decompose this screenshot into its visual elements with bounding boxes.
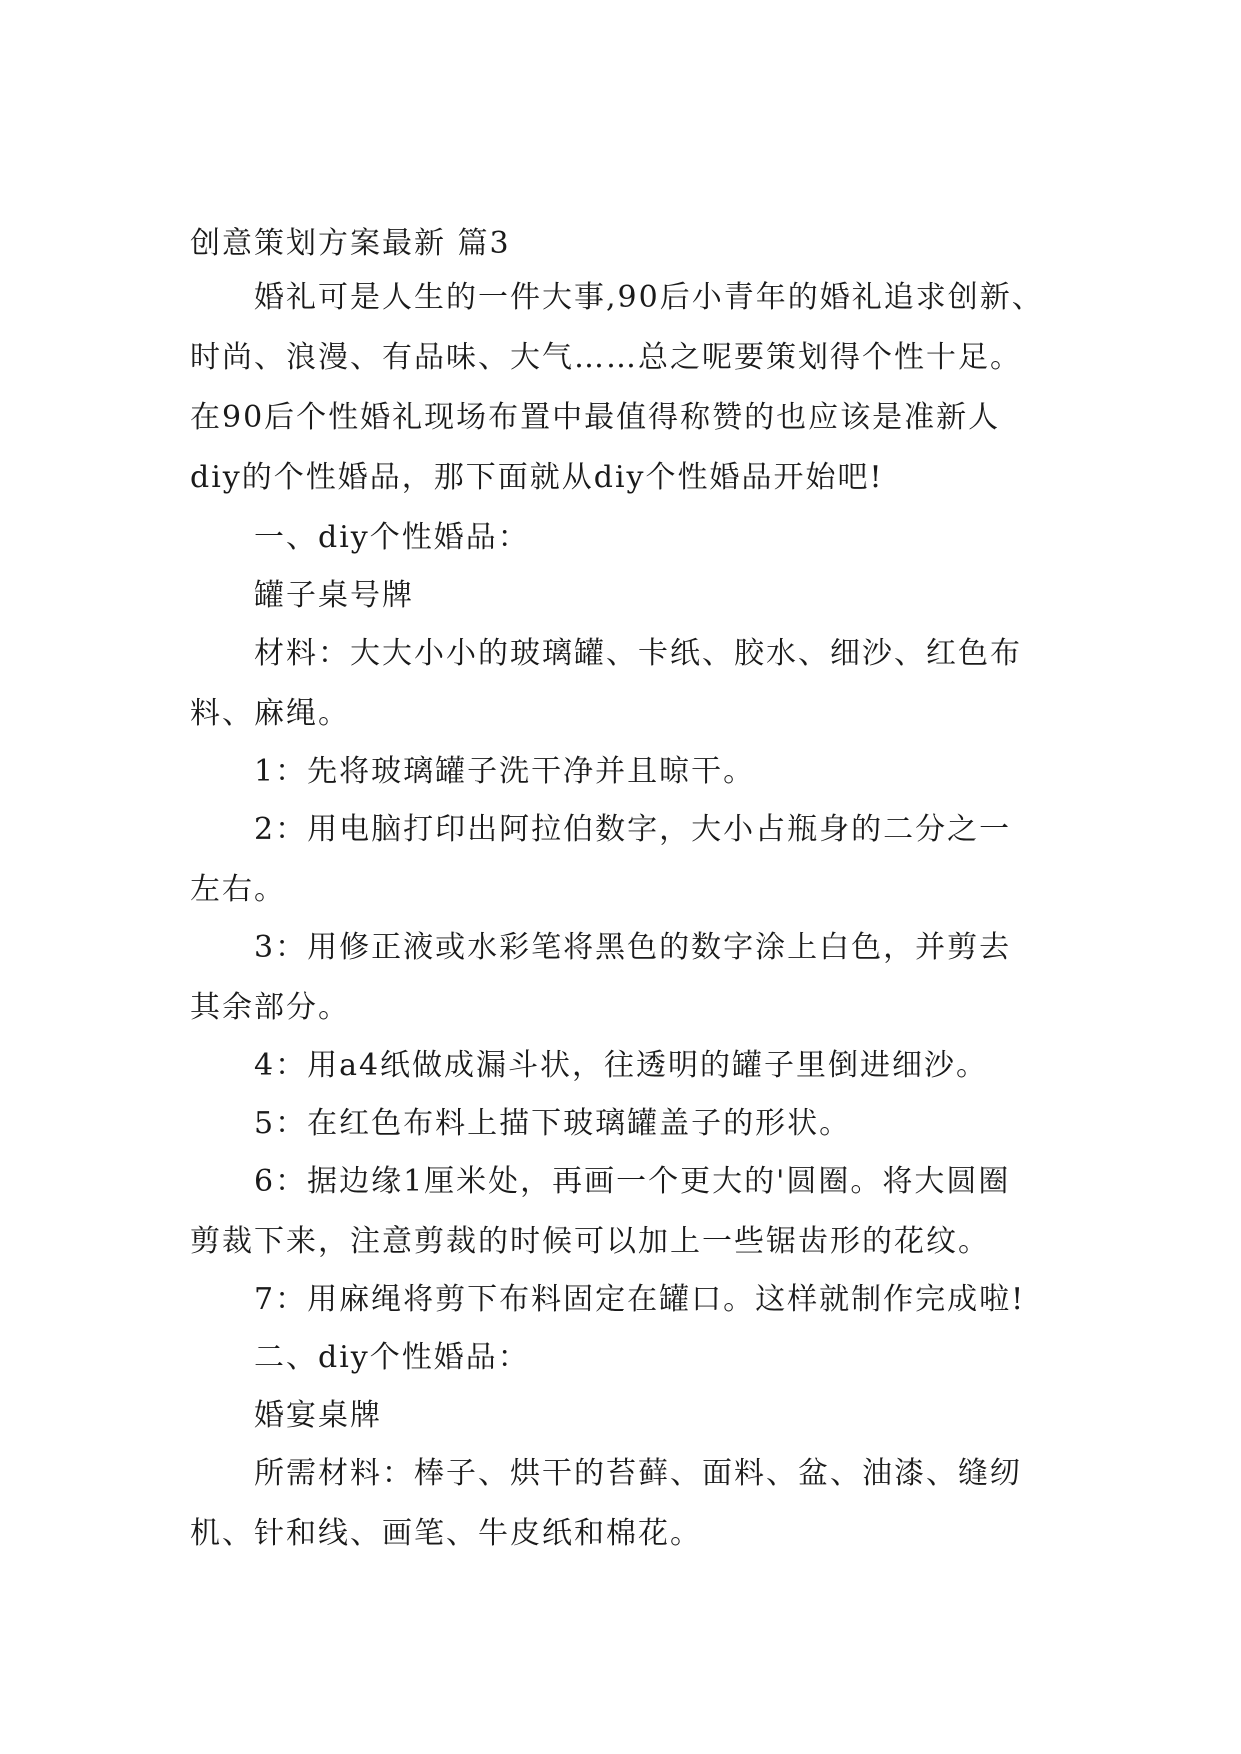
step-line: 6：据边缘1厘米处，再画一个更大的'圆圈。将大圆圈 xyxy=(254,1164,1011,1199)
step-line: 7：用麻绳将剪下布料固定在罐口。这样就制作完成啦! xyxy=(254,1282,1026,1317)
step-line: 其余部分。 xyxy=(190,990,350,1025)
paragraph-line: 在90后个性婚礼现场布置中最值得称赞的也应该是准新人 xyxy=(190,400,1001,435)
paragraph-line: diy的个性婚品，那下面就从diy个性婚品开始吧! xyxy=(190,460,884,495)
step-line: 1：先将玻璃罐子洗干净并且晾干。 xyxy=(254,754,756,789)
item-title: 婚宴桌牌 xyxy=(254,1398,382,1433)
subsection-heading: 二、diy个性婚品： xyxy=(254,1340,530,1375)
step-line: 5：在红色布料上描下玻璃罐盖子的形状。 xyxy=(254,1106,852,1141)
section-heading: 创意策划方案最新 篇3 xyxy=(190,226,511,261)
paragraph-line: 婚礼可是人生的一件大事,90后小青年的婚礼追求创新、 xyxy=(254,280,1044,315)
step-line: 左右。 xyxy=(190,872,286,907)
step-line: 4：用a4纸做成漏斗状，往透明的罐子里倒进细沙。 xyxy=(254,1048,989,1083)
subsection-heading: 一、diy个性婚品： xyxy=(254,520,530,555)
paragraph-line: 时尚、浪漫、有品味、大气……总之呢要策划得个性十足。 xyxy=(190,340,1022,375)
step-line: 3：用修正液或水彩笔将黑色的数字涂上白色，并剪去 xyxy=(254,930,1012,965)
materials-line: 所需材料：棒子、烘干的苔藓、面料、盆、油漆、缝纫 xyxy=(254,1456,1022,1491)
materials-line: 机、针和线、画笔、牛皮纸和棉花。 xyxy=(190,1516,702,1551)
step-line: 剪裁下来，注意剪裁的时候可以加上一些锯齿形的花纹。 xyxy=(190,1224,990,1259)
materials-line: 材料：大大小小的玻璃罐、卡纸、胶水、细沙、红色布 xyxy=(254,636,1022,671)
step-line: 2：用电脑打印出阿拉伯数字，大小占瓶身的二分之一 xyxy=(254,812,1012,847)
item-title: 罐子桌号牌 xyxy=(254,578,414,613)
materials-line: 料、麻绳。 xyxy=(190,696,350,731)
